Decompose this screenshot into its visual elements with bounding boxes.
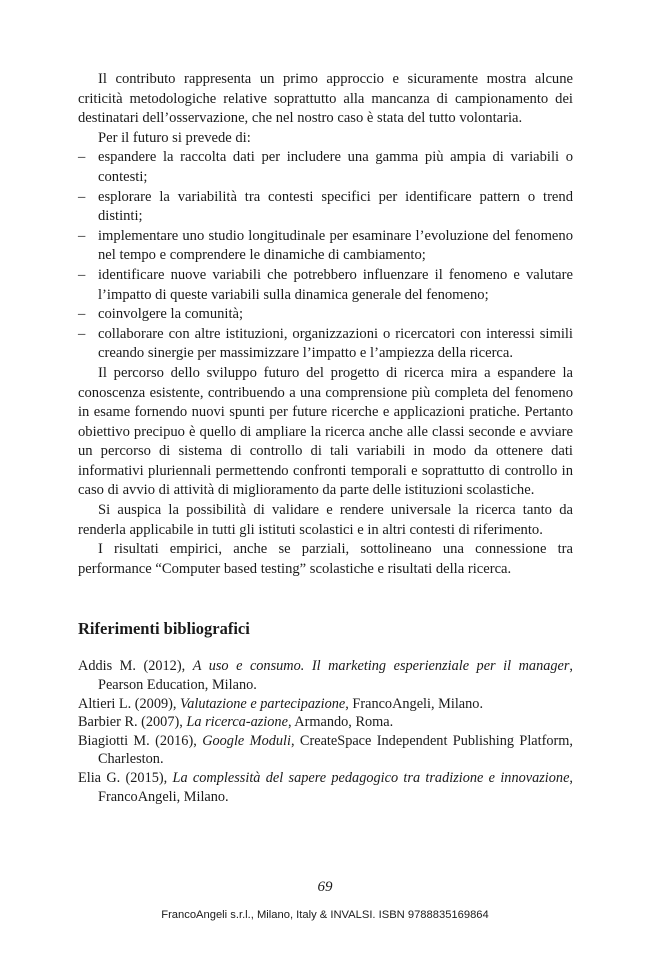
reference-item bbox=[78, 657, 573, 694]
reference-item bbox=[78, 769, 573, 806]
list-item bbox=[78, 266, 573, 305]
dash-marker: – bbox=[78, 227, 86, 244]
reference-author: Addis M. (2012), bbox=[78, 658, 193, 675]
reference-author: Barbier R. (2007), bbox=[78, 714, 187, 731]
dash-marker: – bbox=[78, 266, 86, 283]
reference-list bbox=[78, 657, 573, 806]
list-item-text: implementare uno studio longitudinale per esaminare l’evoluzione del fenomeno nel tempo e comprendere le dinamiche di cambiamento; bbox=[98, 227, 573, 264]
list-item-text: identificare nuove variabili che potrebbero influenzare il fenomeno e valutare l’impatto di queste variabili sulla dinamica generale del fenomeno; bbox=[98, 266, 573, 303]
footer-copyright: FrancoAngeli s.r.l., Milano, Italy & INVALSI. ISBN 9788835169864 bbox=[161, 909, 489, 921]
list-item-text: coinvolgere la comunità; bbox=[98, 306, 244, 323]
reference-title: Google Moduli bbox=[202, 732, 291, 749]
reference-title: La ricerca-azione bbox=[186, 714, 288, 731]
list-item bbox=[78, 188, 573, 227]
paragraph-results: I risultati empirici, anche se parziali, sottolineano una connessione tra performance “Computer based testing” scolastiche e risultati della ricerca. bbox=[78, 541, 573, 577]
paragraph-future-development: Il percorso dello sviluppo futuro del progetto di ricerca mira a espandere la conoscenza esistente, contribuendo a una comprensione più completa del fenomeno in esame fornendo nuovi spunti per future ricerche e applicazioni pratiche. Pertanto obiettivo precipuo è quello di ampliare la ricerca anche alle classi seconde e avviare un percorso di sistema di controllo di tali variabili in modo da ottenere dati informativi pluriennali permettendo confronti temporali e soprattutto di controllo in caso di avvio di attività di miglioramento da parte delle istituzioni scolastiche. bbox=[78, 364, 573, 499]
dash-marker: – bbox=[78, 149, 86, 166]
reference-title: Valutazione e partecipazione bbox=[180, 695, 346, 712]
reference-item bbox=[78, 732, 573, 769]
dash-marker: – bbox=[78, 325, 86, 342]
reference-publisher: , FrancoAngeli, Milano. bbox=[98, 770, 573, 805]
reference-item bbox=[78, 695, 573, 714]
reference-item bbox=[78, 713, 573, 732]
reference-publisher: , FrancoAngeli, Milano. bbox=[345, 695, 484, 712]
future-plans-list bbox=[78, 148, 573, 364]
reference-author: Elia G. (2015), bbox=[78, 770, 173, 786]
reference-publisher: , Pearson Education, Milano. bbox=[98, 658, 573, 694]
paragraph-limitations: Il contributo rappresenta un primo approccio e sicuramente mostra alcune criticità metodologiche relative soprattutto alla mancanza di campionamento dei destinatari dell’osservazione, che nel nostro caso è stata del tutto volontaria. bbox=[78, 71, 573, 127]
page-number: 69 bbox=[317, 879, 333, 895]
list-item bbox=[78, 305, 573, 325]
reference-title: La complessità del sapere pedagogico tra tradizione e innovazione bbox=[172, 770, 570, 786]
reference-publisher: , Armando, Roma. bbox=[287, 714, 394, 731]
dash-marker: – bbox=[78, 188, 86, 205]
list-item bbox=[78, 148, 573, 187]
page-content bbox=[78, 70, 573, 806]
dash-marker: – bbox=[78, 306, 86, 323]
reference-author: Altieri L. (2009), bbox=[78, 695, 181, 712]
reference-publisher: , CreateSpace Independent Publishing Platform, Charleston. bbox=[98, 732, 573, 768]
list-item bbox=[78, 325, 573, 364]
list-item bbox=[78, 227, 573, 266]
references-heading: Riferimenti bibliografici bbox=[78, 619, 250, 639]
paragraph-future-intro: Per il futuro si prevede di: bbox=[98, 129, 251, 146]
reference-title: A uso e consumo. Il marketing esperienziale per il manager bbox=[192, 658, 570, 675]
list-item-text: esplorare la variabilità tra contesti specifici per identificare pattern o trend distinti; bbox=[98, 188, 573, 225]
reference-author: Biagiotti M. (2016), bbox=[78, 732, 203, 749]
list-item-text: espandere la raccolta dati per includere una gamma più ampia di variabili o contesti; bbox=[98, 149, 573, 185]
list-item-text: collaborare con altre istituzioni, organizzazioni o ricercatori con interessi simili creando sinergie per massimizzare l’impatto e l’ampiezza della ricerca. bbox=[98, 325, 573, 362]
paragraph-validation: Si auspica la possibilità di validare e rendere universale la ricerca tanto da renderla applicabile in tutti gli istituti scolastici e in altri contesti di riferimento. bbox=[78, 502, 573, 538]
